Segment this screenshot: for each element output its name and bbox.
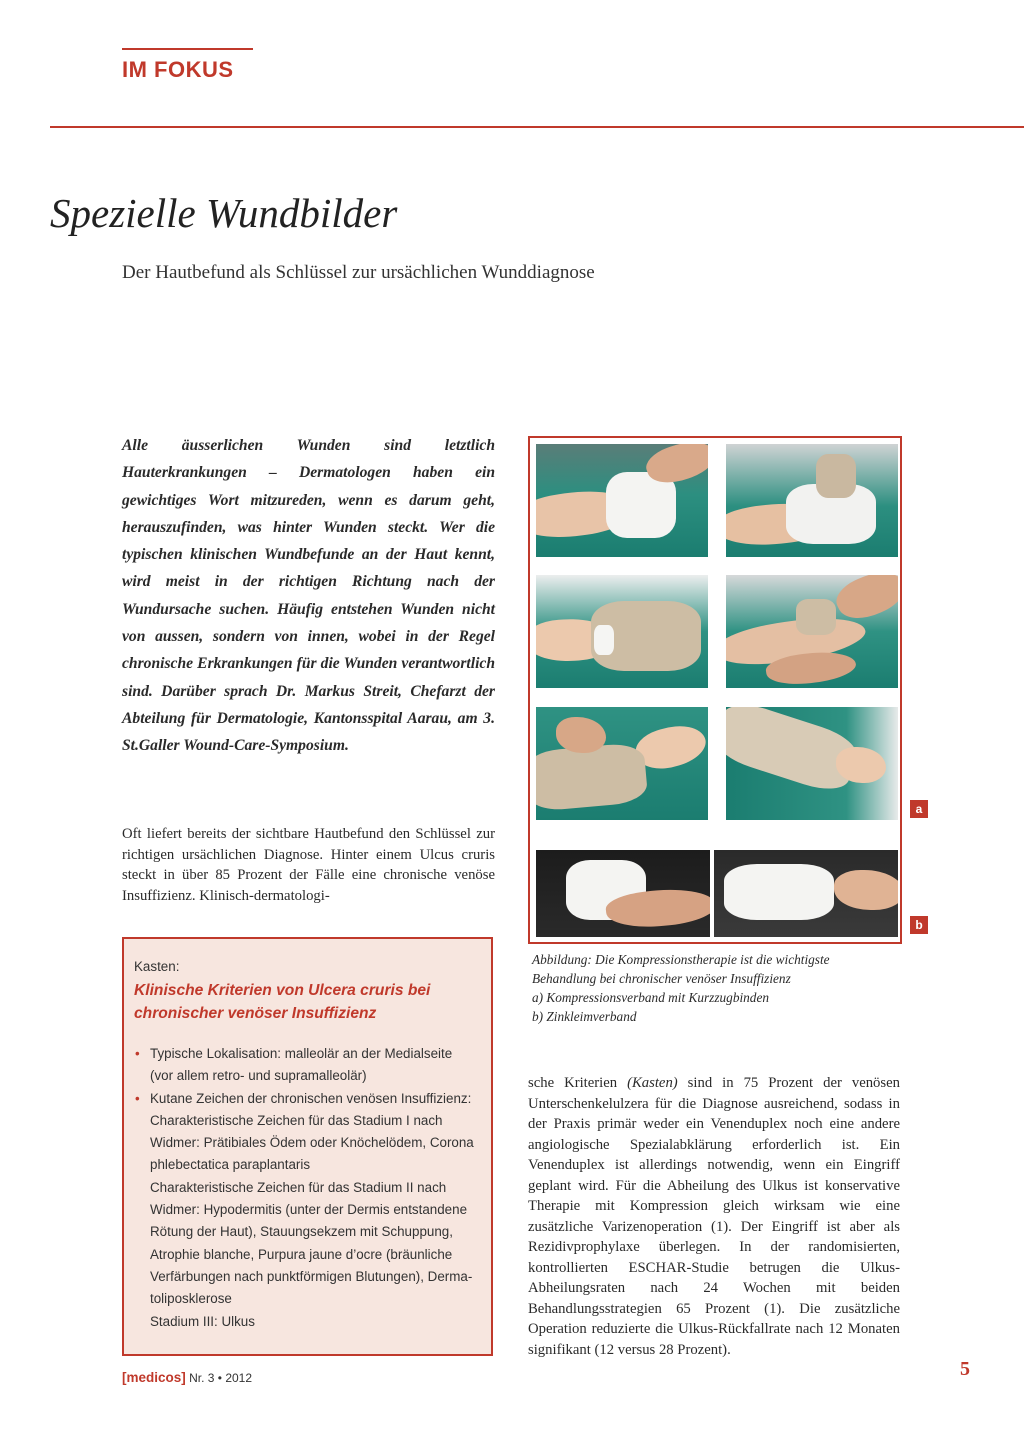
photo-a6	[726, 707, 898, 820]
publication-brand: [medicos]	[122, 1370, 186, 1385]
caption-line: Behandlung bei chronischer venöser Insuffizienz	[532, 971, 791, 986]
article-title: Spezielle Wundbilder	[50, 190, 398, 236]
photo-a5	[536, 707, 708, 820]
bullet-icon: •	[135, 1046, 140, 1061]
box-item-line: Widmer: Hypodermitis (unter der Dermis entstandene	[150, 1202, 468, 1218]
box-item-line: Atrophie blanche, Purpura jaune d’ocre (bräunliche	[150, 1246, 453, 1262]
box-item-line: Charakteristische Zeichen für das Stadium II nach	[150, 1179, 447, 1195]
label-a: a	[910, 800, 928, 818]
header-rule	[50, 126, 1024, 128]
body-text-start: sche Kriterien	[528, 1075, 628, 1091]
box-item-line: Rötung der Haut), Stauungsekzem mit Schuppung,	[150, 1224, 453, 1240]
box-item-line: Verfärbungen nach punktförmigen Blutungen), Derma-	[150, 1268, 473, 1284]
footer	[122, 1370, 252, 1385]
box-list-item	[134, 1088, 484, 1333]
info-box	[122, 937, 493, 1356]
caption-line: b) Zinkleimverband	[532, 1009, 637, 1024]
photo-a3	[536, 575, 708, 688]
photo-a1	[536, 444, 708, 557]
section-rule	[122, 48, 253, 50]
box-reference: (Kasten)	[627, 1075, 678, 1091]
lead-paragraph: Alle äusserlichen Wunden sind letztlich Hauterkrankungen – Dermatologen haben ein gewichtiges Wort mitzureden, wenn es darum geht, herauszufinden, was hinter Wunden steckt. Wer die typischen klinischen Wundbefunde an der Haut kennt, wird meist in der richtigen Richtung nach der Wundursache suchen. Häufig entstehen Wunden nicht von aussen, sondern von innen, wobei in der Regel chronische Erkrankungen für die Wunden verantwortlich sind. Darüber sprach Dr. Markus Streit, Chefarzt der Abteilung für Dermatologie, Kantonsspital Aarau, am 3. St.Galler Wound-Care-Symposium.	[122, 437, 495, 755]
box-list	[134, 1043, 484, 1333]
box-item-line: toliposklerose	[150, 1291, 232, 1307]
box-list-item	[134, 1043, 484, 1088]
caption-line: Abbildung: Die Kompressionstherapie ist die wichtigste	[532, 952, 830, 967]
photo-a4	[726, 575, 898, 688]
label-b: b	[910, 916, 928, 934]
photo-a2	[726, 444, 898, 557]
photo-b1	[536, 850, 710, 937]
section-label: IM FOKUS	[122, 57, 234, 82]
body-column-1: Oft liefert bereits der sichtbare Hautbefund den Schlüssel zur richtigen ursächlichen Diagnose. Hinter einem Ulcus cruris steckt in über 85 Prozent der Fälle eine chronische venöse Insuffizienz. Klinisch-dermatologi-	[122, 826, 495, 904]
caption-line: a) Kompressionsverband mit Kurzzugbinden	[532, 990, 770, 1005]
box-item-line: Widmer: Prätibiales Ödem oder Knöchelödem, Corona	[150, 1135, 474, 1151]
bullet-icon: •	[135, 1090, 140, 1106]
box-item-line: Kutane Zeichen der chronischen venösen Insuffizienz:	[150, 1090, 472, 1106]
box-item-line: Charakteristische Zeichen für das Stadium I nach	[150, 1112, 443, 1128]
article-subtitle: Der Hautbefund als Schlüssel zur ursächlichen Wunddiagnose	[122, 262, 595, 283]
box-item-line: (vor allem retro- und supramalleolär)	[150, 1068, 367, 1084]
box-title: Klinische Kriterien von Ulcera cruris bei chronischer venöser Insuffizienz	[134, 982, 431, 1022]
issue-info: Nr. 3 • 2012	[189, 1371, 253, 1385]
box-kicker: Kasten:	[134, 959, 180, 974]
box-item-line: Stadium III: Ulkus	[150, 1313, 255, 1329]
body-column-2	[528, 1073, 900, 1360]
page-number: 5	[960, 1358, 970, 1380]
body-text-rest: sind in 75 Prozent der venösen Unterschenkelulzera für die Diagnose ausreichend, sodass in der Praxis primär weder ein Venenduplex noch eine andere angiologische Spezialabklärung erforderlich ist. Ein Venenduplex ist allerdings notwendig, wenn ein Eingriff geplant wird. Für die Abheilung des Ulkus ist konservative Therapie mit Kompression gleich wirksam wie eine zusätzliche Varizenoperation (1). Der Eingriff ist aber als Rezidivprophylaxe überlegen. In der randomisierten, kontrollierten ESCHAR-Studie betrugen die Ulkus-Abheilungsraten nach 24 Wochen mit beiden Behandlungsstrategien 65 Prozent (1). Die zusätzliche Operation reduzierte die Ulkus-Rückfallrate nach 12 Monaten signifikant (12 versus 28 Prozent).	[528, 1075, 900, 1358]
photo-b2	[714, 850, 898, 937]
box-item-line: phlebectatica paraplantaris	[150, 1157, 311, 1173]
figure-frame	[528, 436, 923, 944]
box-item-line: Typische Lokalisation: malleolär an der Medialseite	[150, 1046, 453, 1061]
figure-caption	[532, 950, 912, 1026]
